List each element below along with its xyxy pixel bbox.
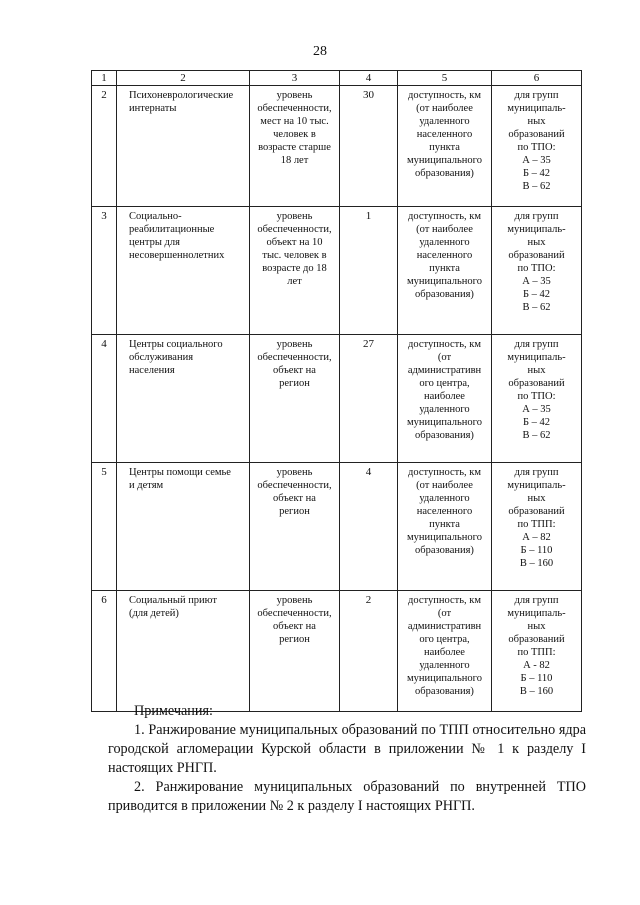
accessibility-cell <box>398 335 492 463</box>
cell-line: муниципаль- <box>507 608 566 619</box>
facility-name <box>117 463 250 591</box>
table-row <box>92 463 582 591</box>
column-header: 5 <box>398 71 492 86</box>
cell-line: Центры помощи семье <box>129 467 231 478</box>
cell-line: доступность, км <box>408 211 481 222</box>
cell-line: ных <box>527 365 546 376</box>
cell-line: муниципаль- <box>507 103 566 114</box>
table-row <box>92 207 582 335</box>
cell-line: по ТПО: <box>517 263 556 274</box>
cell-line: (от <box>437 352 452 363</box>
cell-line: муниципального <box>407 417 482 428</box>
cell-line: возрасте до 18 <box>262 263 327 274</box>
cell-line: наиболее <box>424 391 465 402</box>
cell-line: Б – 42 <box>522 168 551 179</box>
cell-line: ных <box>527 621 546 632</box>
cell-line: образования) <box>415 686 474 697</box>
notes-section <box>108 702 586 816</box>
cell-line: населения <box>129 365 175 376</box>
cell-line: А – 35 <box>522 404 551 415</box>
cell-line: (от наиболее <box>416 224 473 235</box>
indicator-cell <box>250 335 340 463</box>
cell-line: ого центра, <box>419 634 470 645</box>
cell-line: уровень <box>276 211 313 222</box>
groups-cell <box>492 463 582 591</box>
facility-name <box>117 591 250 712</box>
cell-line: В – 160 <box>519 686 554 697</box>
cell-line: по ТПП: <box>517 519 556 530</box>
indicator-cell <box>250 86 340 207</box>
cell-line: возрасте старше <box>258 142 331 153</box>
cell-line: Социально- <box>129 211 182 222</box>
cell-line: Б – 42 <box>522 289 551 300</box>
cell-line: несовершеннолетних <box>129 250 225 261</box>
cell-line: по ТПО: <box>517 391 556 402</box>
groups-cell <box>492 86 582 207</box>
cell-line: А - 82 <box>523 660 550 671</box>
accessibility-cell <box>398 86 492 207</box>
cell-line: объект на <box>273 365 316 376</box>
norm-value: 1 <box>340 207 398 335</box>
cell-line: удаленного <box>419 404 470 415</box>
cell-line: Б – 110 <box>520 545 553 556</box>
cell-line: для групп <box>514 339 559 350</box>
cell-line: населенного <box>416 129 473 140</box>
cell-line: доступность, км <box>408 339 481 350</box>
cell-line: образований <box>508 378 565 389</box>
cell-line: и детям <box>129 480 164 491</box>
cell-line: Социальный приют <box>129 595 217 606</box>
cell-line: образований <box>508 250 565 261</box>
cell-line: удаленного <box>419 493 470 504</box>
cell-line: образований <box>508 634 565 645</box>
cell-line: объект на <box>273 621 316 632</box>
cell-line: пункта <box>429 263 460 274</box>
cell-line: уровень <box>276 467 313 478</box>
cell-line: обеспеченности, <box>257 224 332 235</box>
note-item: 1. Ранжирование муниципальных образований по ТПП относительно ядра городской агломерации Курской области в приложении № 1 к разделу I настоящих РНГП. <box>108 722 586 776</box>
cell-line: пункта <box>429 142 460 153</box>
cell-line: обеспеченности, <box>257 480 332 491</box>
cell-line: А – 82 <box>522 532 551 543</box>
row-number: 2 <box>92 86 117 207</box>
cell-line: Центры социального <box>129 339 223 350</box>
cell-line: ных <box>527 237 546 248</box>
column-header: 1 <box>92 71 117 86</box>
cell-line: административн <box>407 621 482 632</box>
cell-line: муниципального <box>407 155 482 166</box>
cell-line: 18 лет <box>280 155 309 166</box>
cell-line: ого центра, <box>419 378 470 389</box>
cell-line: В – 62 <box>522 302 551 313</box>
cell-line: населенного <box>416 506 473 517</box>
table-header-row <box>92 71 582 86</box>
row-number: 3 <box>92 207 117 335</box>
cell-line: для групп <box>514 211 559 222</box>
norms-table <box>91 70 582 712</box>
cell-line: по ТПО: <box>517 142 556 153</box>
accessibility-cell <box>398 463 492 591</box>
cell-line: для групп <box>514 595 559 606</box>
facility-name <box>117 207 250 335</box>
cell-line: образований <box>508 506 565 517</box>
indicator-cell <box>250 591 340 712</box>
indicator-cell <box>250 463 340 591</box>
row-number: 5 <box>92 463 117 591</box>
cell-line: образований <box>508 129 565 140</box>
cell-line: удаленного <box>419 660 470 671</box>
cell-line: образования) <box>415 430 474 441</box>
row-number: 4 <box>92 335 117 463</box>
cell-line: ных <box>527 493 546 504</box>
cell-line: реабилитационные <box>129 224 215 235</box>
norm-value: 30 <box>340 86 398 207</box>
cell-line: лет <box>287 276 302 287</box>
accessibility-cell <box>398 207 492 335</box>
cell-line: обеспеченности, <box>257 352 332 363</box>
cell-line: Б – 42 <box>522 417 551 428</box>
cell-line: (от наиболее <box>416 103 473 114</box>
cell-line: обеспеченности, <box>257 103 332 114</box>
table-row <box>92 335 582 463</box>
cell-line: наиболее <box>424 647 465 658</box>
column-header: 2 <box>117 71 250 86</box>
cell-line: административн <box>407 365 482 376</box>
norm-value: 4 <box>340 463 398 591</box>
cell-line: обеспеченности, <box>257 608 332 619</box>
cell-line: (для детей) <box>129 608 179 619</box>
indicator-cell <box>250 207 340 335</box>
cell-line: образования) <box>415 545 474 556</box>
cell-line: (от наиболее <box>416 480 473 491</box>
cell-line: удаленного <box>419 116 470 127</box>
cell-line: человек в <box>273 129 316 140</box>
cell-line: муниципального <box>407 276 482 287</box>
cell-line: образования) <box>415 289 474 300</box>
cell-line: населенного <box>416 250 473 261</box>
cell-line: муниципаль- <box>507 480 566 491</box>
cell-line: В – 62 <box>522 430 551 441</box>
table-row <box>92 591 582 712</box>
column-header: 4 <box>340 71 398 86</box>
cell-line: А – 35 <box>522 155 551 166</box>
cell-line: объект на 10 <box>266 237 323 248</box>
cell-line: муниципаль- <box>507 224 566 235</box>
cell-line: доступность, км <box>408 90 481 101</box>
cell-line: Б – 110 <box>520 673 553 684</box>
cell-line: удаленного <box>419 237 470 248</box>
groups-cell <box>492 207 582 335</box>
cell-line: уровень <box>276 595 313 606</box>
cell-line: интернаты <box>129 103 177 114</box>
cell-line: регион <box>279 506 310 517</box>
row-number: 6 <box>92 591 117 712</box>
cell-line: пункта <box>429 519 460 530</box>
cell-line: образования) <box>415 168 474 179</box>
cell-line: объект на <box>273 493 316 504</box>
cell-line: уровень <box>276 339 313 350</box>
cell-line: В – 62 <box>522 181 551 192</box>
cell-line: по ТПП: <box>517 647 556 658</box>
cell-line: муниципаль- <box>507 352 566 363</box>
norm-value: 27 <box>340 335 398 463</box>
cell-line: регион <box>279 634 310 645</box>
accessibility-cell <box>398 591 492 712</box>
note-item: 2. Ранжирование муниципальных образований по внутренней ТПО приводится в приложении № 2 к разделу I настоящих РНГП. <box>108 779 586 814</box>
cell-line: А – 35 <box>522 276 551 287</box>
facility-name <box>117 335 250 463</box>
groups-cell <box>492 591 582 712</box>
cell-line: ных <box>527 116 546 127</box>
cell-line: для групп <box>514 90 559 101</box>
norm-value: 2 <box>340 591 398 712</box>
notes-title: Примечания: <box>134 703 213 719</box>
cell-line: для групп <box>514 467 559 478</box>
cell-line: тыс. человек в <box>262 250 327 261</box>
column-header: 6 <box>492 71 582 86</box>
facility-name <box>117 86 250 207</box>
groups-cell <box>492 335 582 463</box>
cell-line: В – 160 <box>519 558 554 569</box>
table-row <box>92 86 582 207</box>
cell-line: (от <box>437 608 452 619</box>
cell-line: центры для <box>129 237 180 248</box>
cell-line: мест на 10 тыс. <box>260 116 329 127</box>
cell-line: регион <box>279 378 310 389</box>
cell-line: доступность, км <box>408 467 481 478</box>
cell-line: муниципального <box>407 673 482 684</box>
cell-line: Психоневрологические <box>129 90 234 101</box>
page-number: 28 <box>313 44 327 59</box>
cell-line: муниципального <box>407 532 482 543</box>
cell-line: уровень <box>276 90 313 101</box>
cell-line: доступность, км <box>408 595 481 606</box>
column-header: 3 <box>250 71 340 86</box>
cell-line: обслуживания <box>129 352 194 363</box>
